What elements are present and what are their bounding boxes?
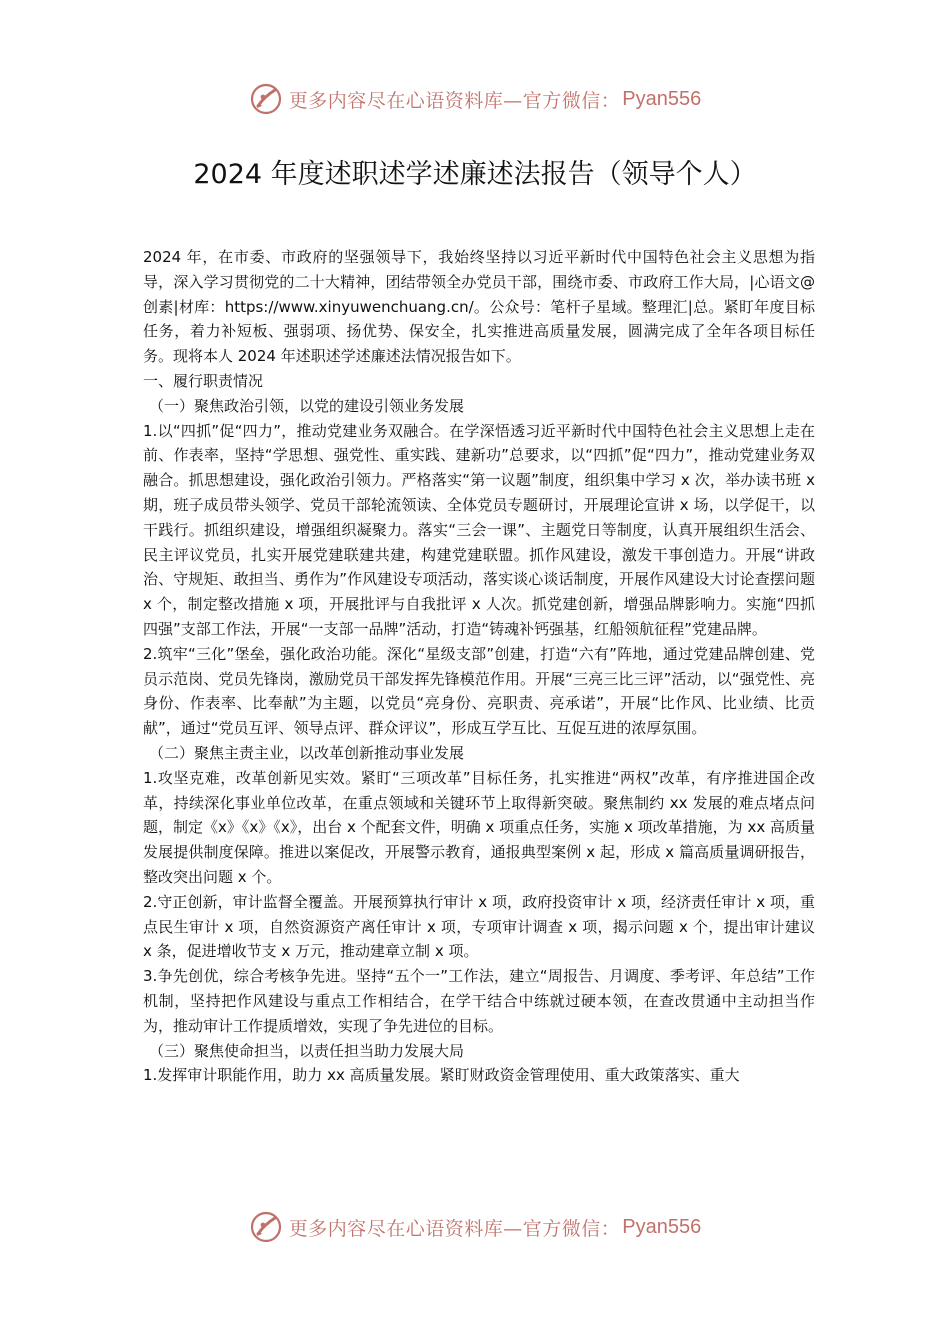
document-body — [143, 245, 815, 1088]
watermark-footer — [0, 1210, 950, 1244]
watermark-text: 更多内容尽在心语资料库—官方微信： — [288, 1217, 621, 1240]
paragraph: 1.攻坚克难，改革创新见实效。紧盯“三项改革”目标任务，扎实推进“两权”改革，有序推进国企改革，持续深化事业单位改革，在重点领域和关键环节上取得新突破。聚焦制约 xx 发展的难点堵点问题，制定《x》《x》《x》，出台 x 个配套文件，明确 x 项重点任务，实施 x 项改革措施，为 xx 高质量发展提供制度保障。推进以案促改，开展警示教育，通报典型案例 x 起，形成 x 篇高质量调研报告，整改突出问题 x 个。 — [143, 768, 815, 886]
watermark-text: 更多内容尽在心语资料库—官方微信： — [288, 89, 621, 112]
subsection-heading: （一）聚焦政治引领，以党的建设引领业务发展 — [149, 396, 465, 415]
watermark-header — [0, 82, 950, 116]
watermark-wechat-id: Pyan556 — [622, 87, 702, 110]
paragraph: 3.争先创优，综合考核争先进。坚持“五个一”工作法，建立“周报告、月调度、季考评、年总结”工作机制，坚持把作风建设与重点工作相结合，在学干结合中练就过硬本领，在查改贯通中主动担当作为，推动审计工作提质增效，实现了争先进位的目标。 — [143, 967, 815, 1035]
paragraph: 2.筑牢“三化”堡垒，强化政治功能。深化“星级支部”创建，打造“六有”阵地，通过党建品牌创建、党员示范岗、党员先锋岗，激励党员干部发挥先锋模范作用。开展“三亮三比三评”活动，以“强党性、亮身份、作表率、比奉献”为主题，以党员“亮身份、亮职责、亮承诺”，开展“比作风、比业绩、比贡献”，通过“党员互评、领导点评、群众评议”，形成互学互比、互促互进的浓厚氛围。 — [143, 644, 815, 738]
brush-logo-icon — [249, 82, 283, 116]
section-heading: 一、履行职责情况 — [143, 371, 264, 390]
paragraph-intro: 2024 年，在市委、市政府的坚强领导下，我始终坚持以习近平新时代中国特色社会主义思想为指导，深入学习贯彻党的二十大精神，团结带领全办党员干部，围绕市委、市政府工作大局，|心语文@创素|材库：https://www.xinyuwenchuang.cn/。公众号：笔杆子星域。整理汇|总。紧盯年度目标任务，着力补短板、强弱项、扬优势、保安全，扎实推进高质量发展，圆满完成了全年各项目标任务。现将本人 2024 年述职述学述廉述法情况报告如下。 — [143, 248, 815, 366]
brush-logo-icon — [249, 1210, 283, 1244]
subsection-heading: （三）聚焦使命担当，以责任担当助力发展大局 — [149, 1041, 465, 1060]
page-title: 2024 年度述职述学述廉述法报告（领导个人） — [193, 159, 757, 190]
paragraph: 1.发挥审计职能作用，助力 xx 高质量发展。紧盯财政资金管理使用、重大政策落实、重大 — [143, 1066, 740, 1085]
paragraph: 2.守正创新，审计监督全覆盖。开展预算执行审计 x 项，政府投资审计 x 项，经济责任审计 x 项，重点民生审计 x 项，自然资源资产离任审计 x 项，专项审计调查 x 项，揭示问题 x 个，提出审计建议 x 条，促进增收节支 x 万元，推动建章立制 x 项。 — [143, 892, 815, 961]
subsection-heading: （二）聚焦主责主业，以改革创新推动事业发展 — [149, 743, 465, 762]
paragraph: 1.以“四抓”促“四力”，推动党建业务双融合。在学深悟透习近平新时代中国特色社会主义思想上走在前、作表率，坚持“学思想、强党性、重实践、建新功”总要求，以“四抓”促“四力”，推动党建业务双融合。抓思想建设，强化政治引领力。严格落实“第一议题”制度，组织集中学习 x 次，举办读书班 x 期，班子成员带头领学、党员干部轮流领读、全体党员专题研讨，开展理论宣讲 x 场，以学促干，以干践行。抓组织建设，增强组织凝聚力。落实“三会一课”、主题党日等制度，认真开展组织生活会、民主评议党员，扎实开展党建联建共建，构建党建联盟。抓作风建设，激发干事创造力。开展“讲政治、守规矩、敢担当、勇作为”作风建设专项活动，落实谈心谈话制度，开展作风建设大讨论查摆问题 x 个，制定整改措施 x 项，开展批评与自我批评 x 人次。抓党建创新，增强品牌影响力。实施“四抓四强”支部工作法，开展“一支部一品牌”活动，打造“铸魂补钙强基，红船领航征程”党建品牌。 — [143, 421, 815, 638]
watermark-wechat-id: Pyan556 — [622, 1215, 702, 1238]
